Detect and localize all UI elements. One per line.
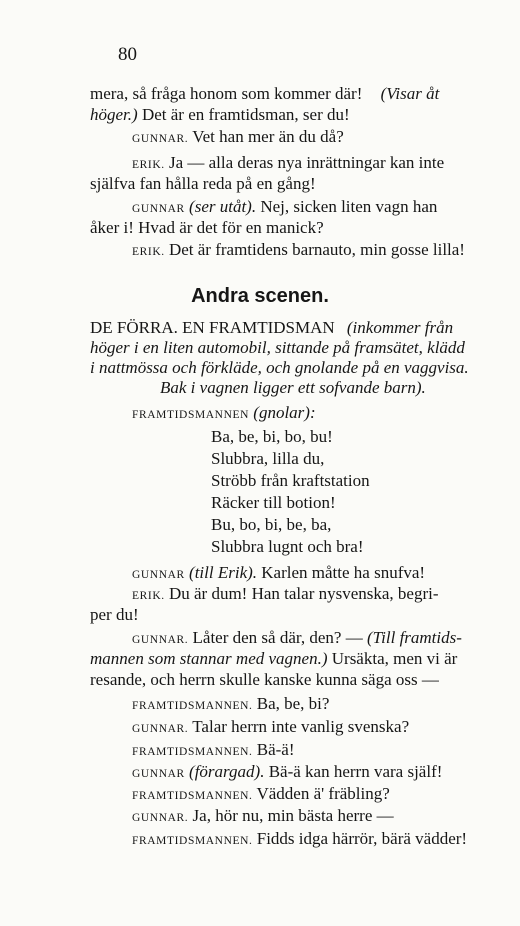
line-text: Talar herrn inte vanlig svenska? (192, 717, 410, 736)
speech-line (132, 806, 394, 828)
speech-line (132, 762, 442, 784)
speaker-name: GUNNAR (132, 569, 185, 581)
line-text: Bä-ä kan herrn vara själf! (268, 762, 443, 781)
speaker-name: GUNNAR (132, 768, 185, 780)
verse-line: Bu, bo, bi, be, ba, (211, 515, 332, 534)
line-text: Ja — alla deras nya inrättningar kan inte (168, 153, 445, 172)
speech-line (132, 784, 390, 806)
text-line (90, 105, 350, 125)
speech-line (132, 127, 344, 149)
speech-line (132, 403, 316, 425)
speech-line (132, 694, 329, 716)
line-text: Det är framtidens barnauto, min gosse lilla! (168, 240, 465, 259)
speech-line (132, 717, 409, 739)
line-text: Bä-ä! (256, 740, 295, 759)
speech-line (132, 829, 467, 851)
speaker-name: ERIK. (132, 590, 165, 602)
speaker-name: GUNNAR. (132, 723, 189, 735)
speaker-name: ERIK. (132, 159, 165, 171)
line-text: Ja, hör nu, min bästa herre — (192, 806, 394, 825)
stage-line: Bak i vagnen ligger ett sofvande barn). (160, 378, 426, 397)
speaker-name: FRAMTIDSMANNEN. (132, 700, 253, 712)
verse-line: Ba, be, bi, bo, bu! (211, 427, 333, 446)
line-text: Ba, be, bi? (256, 694, 330, 713)
line-text: mera, så fråga honom som kommer där! (90, 84, 363, 103)
stage-line: i nattmössa och förkläde, och gnolande på en vaggvisa. (90, 358, 469, 377)
text-line: resande, och herrn skulle kanske kunna säga oss — (90, 670, 439, 689)
stage-direction: mannen som stannar med vagnen.) (90, 649, 328, 668)
speech-line (132, 628, 462, 650)
speech-line (132, 153, 444, 175)
verse-line: Slubbra lugnt och bra! (211, 537, 364, 556)
line-text: Det är en framtidsman, ser du! (141, 105, 350, 124)
character-list: DE FÖRRA. EN FRAMTIDSMAN (90, 318, 335, 337)
stage-direction: (till Erik). (189, 563, 258, 582)
speech-line (132, 197, 437, 219)
stage-direction: (ser utåt). (189, 197, 257, 216)
speaker-name: GUNNAR. (132, 634, 189, 646)
speech-line (132, 584, 439, 606)
speaker-name: GUNNAR. (132, 133, 189, 145)
stage-direction: höger.) (90, 105, 138, 124)
verse-line: Slubbra, lilla du, (211, 449, 325, 468)
line-text: Nej, sicken liten vagn han (260, 197, 438, 216)
stage-direction: (Till framtids- (366, 628, 462, 647)
speaker-name: GUNNAR. (132, 812, 189, 824)
scene-heading: Andra scenen. (191, 285, 329, 307)
line-text: Karlen måtte ha snufva! (261, 563, 426, 582)
speaker-name: FRAMTIDSMANNEN. (132, 790, 253, 802)
stage-line: höger i en liten automobil, sittande på framsätet, klädd (90, 338, 465, 357)
text-line (90, 84, 439, 104)
line-text: Du är dum! Han talar nysvenska, begri- (168, 584, 439, 603)
text-line: per du! (90, 605, 139, 624)
speaker-name: ERIK. (132, 246, 165, 258)
speech-line (132, 563, 425, 585)
speech-line (132, 240, 465, 262)
stage-direction: (gnolar): (253, 403, 316, 422)
verse-line: Ströbb från kraftstation (211, 471, 370, 490)
speaker-name: FRAMTIDSMANNEN. (132, 746, 253, 758)
text-line: åker i! Hvad är det för en manick? (90, 218, 324, 237)
speaker-name: FRAMTIDSMANNEN (132, 409, 250, 421)
stage-direction: (Visar åt (380, 84, 440, 103)
verse-line: Räcker till botion! (211, 493, 336, 512)
stage-line (90, 318, 453, 338)
line-text: Ursäkta, men vi är (331, 649, 458, 668)
text-line (90, 649, 457, 669)
line-text: Fidds idga härrör, bärä vädder! (256, 829, 468, 848)
stage-direction: (inkommer från (346, 318, 454, 337)
text-line: själfva fan hålla reda på en gång! (90, 174, 316, 193)
speaker-name: FRAMTIDSMANNEN. (132, 835, 253, 847)
stage-direction: (förargad). (189, 762, 265, 781)
line-text: Vädden ä' fräbling? (256, 784, 390, 803)
line-text: Vet han mer än du då? (192, 127, 344, 146)
speaker-name: GUNNAR (132, 203, 185, 215)
line-text: Låter den så där, den? — (192, 628, 363, 647)
speech-line (132, 740, 295, 762)
page-number: 80 (118, 44, 137, 65)
